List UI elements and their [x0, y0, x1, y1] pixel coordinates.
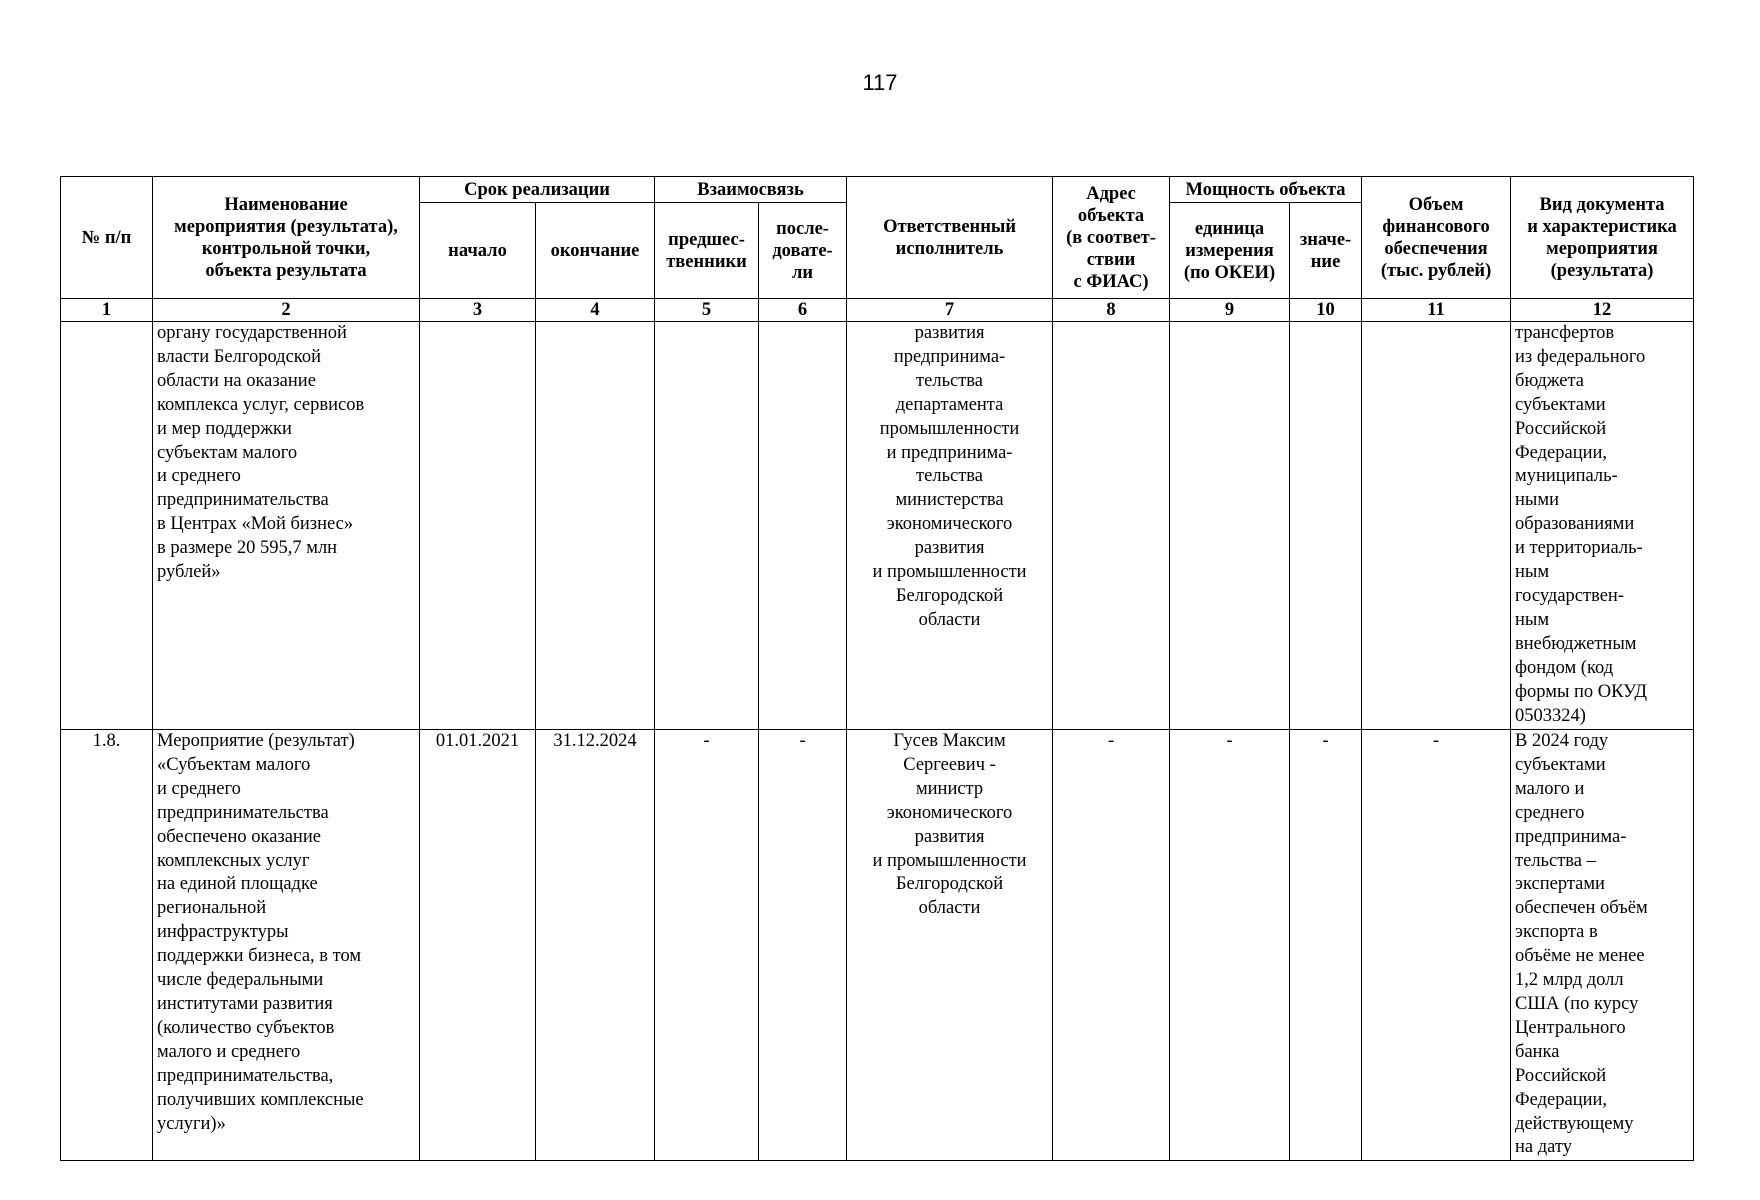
column-number: 11	[1362, 299, 1511, 322]
table-header	[61, 177, 1694, 322]
row-unit: -	[1170, 730, 1290, 1161]
header-address: Адрес объекта (в соответ- ствии с ФИАС)	[1053, 177, 1170, 299]
table-row	[61, 730, 1694, 1161]
header-doc-type: Вид документа и характеристика мероприятия (результата)	[1511, 177, 1694, 299]
events-table	[60, 176, 1694, 1161]
row-name: Мероприятие (результат) «Субъектам малого и среднего предпринимательства обеспечено оказание комплексных услуг на единой площадке региональной инфраструктуры поддержки бизнеса, в том числе федеральными институтами развития (количество субъектов малого и среднего предпринимательства, получивших комплексные услуги)»	[153, 730, 420, 1161]
column-number: 7	[847, 299, 1053, 322]
header-predecessors: предшес- твенники	[655, 203, 759, 299]
header-start: начало	[420, 203, 536, 299]
column-number: 10	[1290, 299, 1362, 322]
header-name: Наименование мероприятия (результата), контрольной точки, объекта результата	[153, 177, 420, 299]
header-term-group: Срок реализации	[420, 177, 655, 203]
row-end: 31.12.2024	[536, 730, 655, 1161]
row-funding: -	[1362, 730, 1511, 1161]
row-num: 1.8.	[61, 730, 153, 1161]
header-successors: после- довате- ли	[759, 203, 847, 299]
row-doc-type: трансфертов из федерального бюджета субъектами Российской Федерации, муниципаль- ными образованиями и территориаль- ным государствен- ным внебюджетным фондом (код формы по ОКУД 0503324)	[1511, 322, 1694, 730]
column-number: 3	[420, 299, 536, 322]
row-address	[1053, 322, 1170, 730]
column-number: 4	[536, 299, 655, 322]
page-number: 117	[862, 70, 898, 95]
row-predecessors	[655, 322, 759, 730]
column-number-row	[61, 299, 1694, 322]
header-responsible: Ответственный исполнитель	[847, 177, 1053, 299]
column-number: 2	[153, 299, 420, 322]
column-number: 1	[61, 299, 153, 322]
row-num	[61, 322, 153, 730]
row-value	[1290, 322, 1362, 730]
row-start	[420, 322, 536, 730]
row-successors: -	[759, 730, 847, 1161]
header-unit: единица измерения (по ОКЕИ)	[1170, 203, 1290, 299]
header-end: окончание	[536, 203, 655, 299]
header-capacity-group: Мощность объекта	[1170, 177, 1362, 203]
header-value: значе- ние	[1290, 203, 1362, 299]
column-number: 8	[1053, 299, 1170, 322]
column-number: 12	[1511, 299, 1694, 322]
row-address: -	[1053, 730, 1170, 1161]
row-name: органу государственной власти Белгородской области на оказание комплекса услуг, сервисов и мер поддержки субъектам малого и среднего предпринимательства в Центрах «Мой бизнес» в размере 20 595,7 млн рублей»	[153, 322, 420, 730]
row-responsible: развития предпринима- тельства департамента промышленности и предпринима- тельства министерства экономического развития и промышленности Белгородской области	[847, 322, 1053, 730]
row-predecessors: -	[655, 730, 759, 1161]
row-value: -	[1290, 730, 1362, 1161]
column-number: 9	[1170, 299, 1290, 322]
header-num: № п/п	[61, 177, 153, 299]
header-funding: Объем финансового обеспечения (тыс. рублей)	[1362, 177, 1511, 299]
row-doc-type: В 2024 году субъектами малого и среднего предпринима- тельства – экспертами обеспечен объём экспорта в объёме не менее 1,2 млрд долл США (по курсу Центрального банка Российской Федерации, действующему на дату	[1511, 730, 1694, 1161]
column-number: 5	[655, 299, 759, 322]
row-responsible: Гусев Максим Сергеевич - министр экономического развития и промышленности Белгородской области	[847, 730, 1053, 1161]
column-number: 6	[759, 299, 847, 322]
header-link-group: Взаимосвязь	[655, 177, 847, 203]
row-unit	[1170, 322, 1290, 730]
row-start: 01.01.2021	[420, 730, 536, 1161]
row-end	[536, 322, 655, 730]
table-row	[61, 322, 1694, 730]
row-successors	[759, 322, 847, 730]
row-funding	[1362, 322, 1511, 730]
